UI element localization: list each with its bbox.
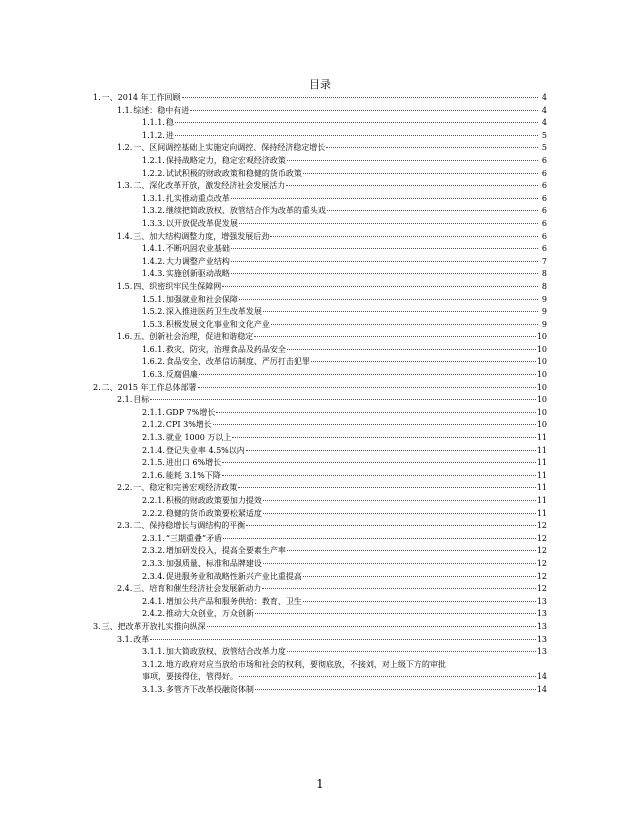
dot-leader [231,261,538,262]
toc-entry-number: 2.3.3. [142,558,165,568]
toc-entry-number: 1.6.2. [142,357,165,367]
toc-entry[interactable] [0,369,640,382]
dot-leader [190,110,538,111]
toc-entry[interactable] [0,407,640,420]
toc-entry-page: 10 [536,407,547,417]
toc-entry-page: 10 [536,370,547,380]
toc-entry-number: 2.3.2. [142,546,165,556]
toc-entry[interactable] [0,180,640,193]
toc-entry-title: 多管齐下改革投融资体制 [165,684,254,694]
toc-entry-title: 二、深化改革开放，激发经济社会发展活力 [133,181,286,191]
toc-entry[interactable] [0,533,640,546]
toc-entry-title: 试试积极的财政政策和稳健的货币政策 [165,168,302,178]
toc-entry-title-continued: 事项，要接得住，管得好。 [142,672,238,682]
toc-entry[interactable] [0,583,640,596]
toc-entry[interactable] [0,168,640,181]
toc-entry-number: 1.1.2. [142,130,165,140]
toc-entry-number: 1.5.2. [142,307,165,317]
toc-entry-title: 深入推进医药卫生改革发展 [165,307,262,317]
toc-entry-page: 4 [541,93,547,102]
toc-entry-number: 1.5. [117,281,133,291]
toc-entry-page: 13 [536,596,547,606]
dot-leader [327,210,538,211]
toc-entry[interactable] [0,394,640,407]
toc-entry-title: 以开放促改革促发展 [165,218,238,228]
toc-entry-title: 扎实推动重点改革 [165,193,230,203]
toc-entry-title: 稳 [165,118,174,128]
toc-entry-number: 1.1. [117,105,133,115]
toc-entry-number: 3.1.2. [142,659,165,669]
dot-leader [287,349,536,350]
toc-entry-number: 2. [93,382,101,392]
toc-entry-page: 6 [541,231,547,241]
dot-leader [231,198,538,199]
toc-entry-title: 积极的财政政策要加力提效 [165,496,262,505]
toc-entry-page: 10 [536,382,547,392]
toc-entry-page: 10 [536,332,547,342]
dot-leader [182,97,538,98]
toc-entry-page: 12 [536,546,547,556]
toc-entry-title: 三、加大结构调整力度，增强发展后劲 [133,231,270,241]
toc-entry[interactable] [0,344,640,357]
toc-entry-number: 3.1. [117,634,133,644]
toc-entry-page: 12 [536,558,547,568]
toc-entry-page: 6 [541,218,547,228]
dot-leader [222,475,536,476]
toc-entry-page: 10 [536,395,547,405]
toc-entry[interactable] [0,520,640,533]
toc-entry-title: 增加公共产品和服务供给：教育、卫生 [165,596,302,606]
toc-entry-number: 1. [93,93,101,102]
toc-entry-page: 13 [536,647,547,657]
toc-entry-page: 5 [541,143,547,153]
toc-entry-number: 1.1.1. [142,118,165,128]
toc-entry-page: 14 [536,672,547,682]
toc-entry-number: 1.6.1. [142,344,165,354]
toc-entry-number: 3.1.1. [142,647,165,657]
toc-entry[interactable] [0,445,640,458]
dot-leader [287,651,536,652]
toc-entry-page: 8 [541,269,547,279]
toc-entry[interactable] [0,495,640,508]
toc-entry[interactable] [0,470,640,483]
dot-leader [238,487,536,488]
toc-entry-page: 10 [536,344,547,354]
dot-leader [175,135,538,136]
toc-entry-page: 5 [541,130,547,140]
toc-entry-page: 6 [541,206,547,216]
toc-entry[interactable] [0,193,640,206]
toc-entry[interactable] [0,256,640,269]
toc-entry[interactable] [0,205,640,218]
toc-entry-title: 继续把简政放权、放管结合作为改革的重头戏 [165,206,326,216]
toc-entry-title: 稳健的货币政策要松紧适度 [165,508,262,518]
toc-entry-page: 6 [541,244,547,254]
toc-entry-title: 促进服务业和战略性新兴产业比重提高 [165,571,302,581]
dot-leader [239,299,538,300]
toc-entry-number: 2.2. [117,483,133,493]
toc-entry-number: 1.3.1. [142,193,165,203]
toc-entry-number: 1.4.3. [142,269,165,279]
toc-entry-number: 2.1. [117,395,133,405]
dot-leader [213,424,536,425]
toc-entry-number: 1.6. [117,332,133,342]
toc-entry-number: 1.6.3. [142,370,165,380]
toc-entry-number: 2.3.4. [142,571,165,581]
dot-leader [287,550,536,551]
toc-entry-title: 进 [165,130,174,140]
toc-entry-title: 增加研发投入，提高全要素生产率 [165,546,286,556]
toc-entry-title: 改革 [133,634,150,644]
toc-entry-page: 13 [536,634,547,644]
toc-entry-number: 2.1.2. [142,420,165,430]
dot-leader [255,613,536,614]
toc-entry-title: 一、稳定和完善宏观经济政策 [133,483,238,493]
toc-entry[interactable] [0,684,640,697]
toc-entry-page: 6 [541,155,547,165]
dot-leader [286,185,538,186]
toc-entry-title: 加强就业和社会保障 [165,294,238,304]
toc-entry-page: 4 [541,118,547,128]
toc-entry-number: 1.4. [117,231,133,241]
toc-entry[interactable] [0,621,640,634]
toc-entry-title: 能耗 3.1%下降 [165,470,221,480]
toc-entry-number: 2.4.2. [142,609,165,619]
toc-entry-title: 一、2014 年工作回顾 [101,93,181,102]
dot-leader [255,689,536,690]
toc-entry[interactable] [0,268,640,281]
toc-entry-page: 12 [536,521,547,531]
toc-entry-title: 一、区间调控基础上实施定向调控、保持经济稳定增长 [133,143,326,153]
toc-entry[interactable] [0,356,640,369]
toc-entry[interactable] [0,155,640,168]
dot-leader [232,437,535,438]
dot-leader [270,236,538,237]
toc-entry-title: 大力调整产业结构 [165,256,230,266]
toc-entry-page: 12 [536,571,547,581]
dot-leader [263,563,536,564]
toc-entry-number: 3.1.3. [142,684,165,694]
toc-entry-title: 五、创新社会治理，促进和谐稳定 [133,332,254,342]
dot-leader [223,538,536,539]
dot-leader [246,450,536,451]
toc-entry-page: 9 [541,294,547,304]
dot-leader [303,601,536,602]
toc-entry-page: 11 [536,508,547,518]
toc-entry-number: 1.3.2. [142,206,165,216]
toc-entry-title: 二、2015 年工作总体部署 [101,382,197,392]
toc-entry-title: 地方政府对应当放给市场和社会的权利，要彻底放，不接刘，对上级下方的审批 [165,659,446,669]
dot-leader [150,639,536,640]
toc-entry-title: 积极发展文化事业和文化产业 [165,319,270,329]
toc-entry-page: 13 [536,609,547,619]
toc-entry[interactable] [0,306,640,319]
toc-entry-number: 2.3. [117,521,133,531]
dot-leader [326,147,538,148]
dot-leader [231,248,538,249]
toc-entry[interactable] [0,382,640,395]
toc-entry-number: 2.4. [117,584,133,594]
toc-entry[interactable] [0,596,640,609]
toc-entry-title: 救灾、防灾，治理食品及药品安全 [165,344,286,354]
toc-entry[interactable] [0,646,640,659]
toc-entry-number: 2.1.3. [142,433,165,443]
toc-entry-page: 14 [536,684,547,694]
dot-leader [216,412,535,413]
toc-entry[interactable] [0,142,640,155]
dot-leader [239,676,536,677]
dot-leader [287,160,538,161]
toc-entry-title: 加大简政放权、放管结合改革力度 [165,647,286,657]
dot-leader [198,387,536,388]
toc-entry-title: 四、织密织牢民生保障网 [133,281,222,291]
toc-entry-title: 就业 1000 万以上 [165,433,232,443]
toc-entry[interactable] [0,419,640,432]
toc-entry-page: 7 [541,256,547,266]
toc-entry-title: GDP 7%增长 [165,407,216,417]
toc-entry[interactable] [0,294,640,307]
toc-entry[interactable] [0,319,640,332]
toc-entry-title: 不断巩固农业基础 [165,244,230,254]
toc-entry-number: 1.3.3. [142,218,165,228]
toc-entry[interactable] [0,331,640,344]
dot-leader [263,513,536,514]
toc-entry[interactable] [0,432,640,445]
toc-entry[interactable] [0,558,640,571]
dot-leader [150,399,536,400]
toc-entry[interactable] [0,508,640,521]
toc-entry-title: 保持战略定力，稳定宏观经济政策 [165,155,286,165]
dot-leader [222,286,538,287]
toc-entry-page: 11 [536,496,547,505]
toc-entry[interactable] [0,457,640,470]
dot-leader [199,374,536,375]
toc-entry-number: 1.5.1. [142,294,165,304]
toc-entry-number: 1.4.2. [142,256,165,266]
dot-leader [311,361,536,362]
toc-entry-title: 加强质量、标准和品牌建设 [165,558,262,568]
toc-entry-number: 2.1.6. [142,470,165,480]
toc-entry-number: 2.1.4. [142,445,165,455]
toc-entry-number: 3. [93,621,101,631]
toc-entry-title: CPI 3%增长 [165,420,212,430]
toc-entry[interactable] [0,482,640,495]
toc-entry-page: 12 [536,584,547,594]
toc-entry-page: 6 [541,193,547,203]
toc-entry[interactable] [0,130,640,143]
dot-leader [303,576,536,577]
dot-leader [254,336,536,337]
toc-entry[interactable] [0,608,640,621]
toc-entry-page: 8 [541,281,547,291]
toc-entry-number: 2.2.2. [142,508,165,518]
dot-leader [262,588,536,589]
dot-leader [263,311,538,312]
toc-entry[interactable] [0,117,640,130]
toc-entry-number: 1.5.3. [142,319,165,329]
dot-leader [222,462,536,463]
toc-entry-number: 2.1.1. [142,407,165,417]
toc-entry-title: 二、保持稳增长与调结构的平衡 [133,521,246,531]
toc-entry-page: 13 [536,621,547,631]
page-number: 1 [316,777,324,791]
toc-entry-page: 6 [541,168,547,178]
toc-entry-page: 11 [536,470,547,480]
toc-entry-number: 2.1.5. [142,458,165,468]
toc-entry[interactable] [0,545,640,558]
toc-entry-page: 11 [536,483,547,493]
toc-entry-title: 实施创新驱动战略 [165,269,230,279]
toc-entry[interactable] [0,105,640,118]
toc-entry[interactable] [0,231,640,244]
dot-leader [175,122,538,123]
toc-entry-page: 12 [536,533,547,543]
toc-entry-number: 2.4.1. [142,596,165,606]
toc-entry-number: 1.3. [117,181,133,191]
toc-entry[interactable] [0,243,640,256]
dot-leader [271,324,538,325]
toc-entry-number: 2.2.1. [142,496,165,505]
dot-leader [239,223,538,224]
toc-entry-page: 11 [536,445,547,455]
toc-entry-page: 10 [536,357,547,367]
toc-entry-number: 2.3.1. [142,533,165,543]
toc-entry-page: 11 [536,433,547,443]
toc-entry-title: 目标 [133,395,150,405]
toc-entry[interactable] [0,281,640,294]
toc-entry[interactable] [0,634,640,647]
toc-entry-title: “三期重叠”矛盾 [165,533,223,543]
toc-entry-title: 推动大众创业，万众创新 [165,609,254,619]
toc-entry-page: 10 [536,420,547,430]
dot-leader [303,173,538,174]
toc-entry-title: 三、把改革开放扎实推向纵深 [101,621,206,631]
toc-entry-number: 1.4.1. [142,244,165,254]
toc-entry-page: 6 [541,181,547,191]
toc-entry-title: 进出口 6%增长 [165,458,222,468]
page-title: 目录 [309,78,331,91]
toc-entry[interactable] [0,218,640,231]
toc-entry-page: 9 [541,307,547,317]
toc-entry-title: 反腐倡廉 [165,370,198,380]
toc-entry-page: 11 [536,458,547,468]
toc-entry-number: 1.2. [117,143,133,153]
toc-entry-title: 三、培育和催生经济社会发展新动力 [133,584,262,594]
toc-entry-title: 登记失业率 4.5%以内 [165,445,245,455]
dot-leader [231,273,538,274]
toc-entry-page: 4 [541,105,547,115]
dot-leader [207,626,536,627]
toc-entry-title: 综述：稳中有进 [133,105,190,115]
dot-leader [246,525,536,526]
toc-entry-number: 1.2.1. [142,155,165,165]
toc-entry-page: 9 [541,319,547,329]
dot-leader [263,500,536,501]
toc-entry[interactable] [0,92,640,105]
toc-entry[interactable] [0,571,640,584]
toc-entry[interactable] [0,659,640,684]
toc-entry-number: 1.2.2. [142,168,165,178]
toc-entry-title: 食品安全、改革信访制度、严厉打击犯罪 [165,357,310,367]
table-of-contents [0,92,640,697]
